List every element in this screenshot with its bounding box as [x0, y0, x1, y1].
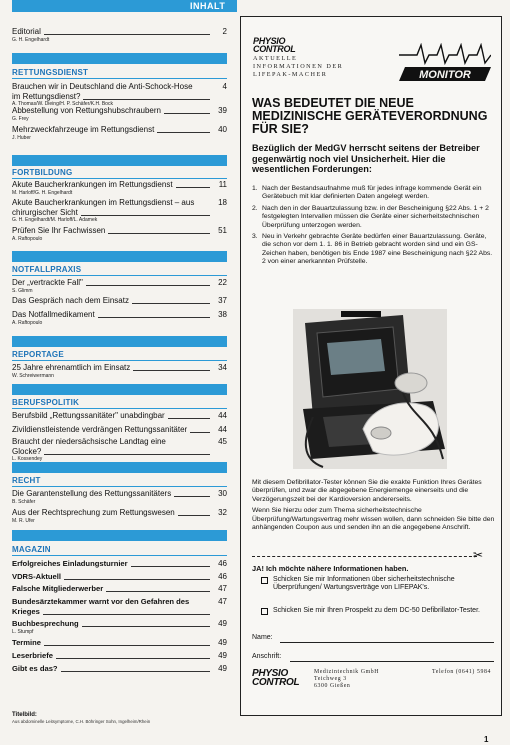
toc-entry[interactable]: [12, 584, 227, 594]
toc-leader-line: [108, 233, 210, 234]
toc-leader-line: [178, 515, 210, 516]
section-bar-notfallpraxis: [12, 251, 227, 262]
scissors-icon: ✂: [473, 548, 484, 562]
toc-entry-page: 18: [218, 198, 227, 207]
toc-entry-title: Zivildienstleistende verdrängen Rettungssanitäter: [12, 425, 188, 434]
toc-entry-author: M. Harloff/G. H. Engelhardt: [12, 189, 73, 196]
name-label: Name:: [252, 634, 273, 641]
toc-entry-page: 45: [218, 437, 227, 446]
toc-entry-title: Erfolgreiches Einladungsturnier: [12, 559, 128, 568]
toc-leader-line: [174, 496, 210, 497]
toc-entry[interactable]: [12, 619, 227, 635]
toc-entry-page: 22: [218, 278, 227, 287]
toc-leader-line: [81, 215, 210, 216]
section-title-reportage: REPORTAGE: [12, 350, 64, 359]
section-rule: [12, 408, 227, 409]
checkbox-maintenance[interactable]: [261, 577, 268, 584]
company-line-1: Medizintechnik GmbH: [314, 669, 380, 675]
name-line[interactable]: [280, 642, 494, 643]
toc-entry-author: G. H. Engelhardt: [12, 36, 50, 43]
toc-entry-title: Berufsbild „Rettungssanitäter" unabdingbar: [12, 411, 165, 420]
photo-caption: [252, 479, 497, 535]
toc-entry-title: Die Garantenstellung des Rettungssanitäters: [12, 489, 172, 498]
toc-leader-line: [82, 626, 210, 627]
toc-entry-author: B. Schäfer: [12, 498, 36, 505]
toc-entry-page: 46: [218, 572, 227, 581]
toc-entry-page: 47: [218, 584, 227, 593]
name-field[interactable]: [252, 634, 273, 641]
toc-entry[interactable]: [12, 651, 227, 661]
ad-subtitle: [253, 55, 343, 79]
coupon-option-brochure[interactable]: [261, 607, 491, 615]
ad-lead: Bezüglich der MedGV herrscht seitens der Betreiber gegenwärtig noch viel Unsicherheit. Hier die wesentlichen Forderungen:: [252, 143, 480, 174]
toc-entry-page: 44: [218, 411, 227, 420]
address-field[interactable]: [252, 653, 281, 660]
toc-leader-line: [131, 566, 210, 567]
company-address: [314, 669, 379, 690]
company-line-2: Teichweg 3: [314, 676, 347, 682]
toc-entry[interactable]: [12, 278, 227, 294]
requirement-text: Neu in Verkehr gebrachte Geräte bedürfen einer Bauartzulassung. Geräte, die schon vor dem 1. 1. 86 in Betrieb gebracht worden sind und ein GS-Zeichen haben, benötigen bis Ende 1987 eine Bescheinigung nach §22 Abs. 2 von einer anerkannten Prüfstelle.: [262, 233, 493, 266]
toc-entry[interactable]: [12, 638, 227, 648]
toc-entry-page: 44: [218, 425, 227, 434]
toc-leader-line: [44, 454, 210, 455]
toc-entry-page: 32: [218, 508, 227, 517]
toc-leader-line: [176, 187, 210, 188]
requirement-number: 3.: [252, 233, 258, 241]
toc-entry-author: L. Stumpf: [12, 628, 34, 635]
section-rule: [12, 178, 227, 179]
section-bar-reportage: [12, 336, 227, 347]
section-bar-fortbildung: [12, 155, 227, 166]
toc-entry-page: 39: [218, 106, 227, 115]
toc-entry-title: Akute Baucherkrankungen im Rettungsdienst: [12, 180, 173, 189]
toc-leader-line: [132, 303, 210, 304]
toc-leader-line: [133, 370, 210, 371]
toc-entry[interactable]: [12, 82, 227, 107]
toc-entry-author: A. Raftopoulo: [12, 235, 43, 242]
toc-leader-line: [86, 285, 210, 286]
section-title-fortbildung: FORTBILDUNG: [12, 168, 73, 177]
toc-entry-title: Leserbriefe: [12, 651, 53, 660]
toc-leader-line: [168, 418, 210, 419]
toc-leader-line: [98, 317, 210, 318]
toc-entry-title: 25 Jahre ehrenamtlich im Einsatz: [12, 363, 131, 372]
toc-entry[interactable]: [12, 437, 227, 462]
section-title-notfallpraxis: NOTFALLPRAXIS: [12, 265, 82, 274]
page-number: 1: [484, 735, 489, 744]
toc-leader-line: [83, 99, 210, 100]
toc-entry[interactable]: [12, 27, 227, 43]
section-bar-magazin: [12, 530, 227, 541]
toc-entry-page: 37: [218, 296, 227, 305]
toc-entry-author: J. Huber: [12, 134, 31, 141]
toc-entry-title: Das Notfallmedikament: [12, 310, 95, 319]
toc-entry-title: Falsche Mitgliederwerber: [12, 584, 104, 593]
requirement-number: 2.: [252, 204, 258, 212]
toc-entry-title: Braucht der niedersächsische Landtag eine Glocke?: [12, 437, 166, 456]
toc-entry-title: Brauchen wir in Deutschland die Anti-Schock-Hose im Rettungsdienst?: [12, 82, 193, 101]
footer-logo-line-1: PHYSIO: [252, 668, 288, 679]
caption-paragraph-1: Mit diesem Defibrillator-Tester können Sie die exakte Funktion Ihres Gerätes überprüfen, und zwar die abgegebene Energiemenge einerseits und die Verzögerungszeit bei der Kardioversion andererseits.: [252, 479, 482, 503]
subtitle-line-2: INFORMATIONEN DER: [253, 63, 344, 70]
toc-entry-title: VDRS-Aktuell: [12, 572, 61, 581]
toc-leader-line: [43, 614, 210, 615]
toc-entry-author: L. Kossendey: [12, 456, 43, 462]
monitor-label: MONITOR: [419, 69, 471, 81]
toc-entry-author: W. Schreiwermann: [12, 372, 54, 379]
toc-entry[interactable]: [12, 425, 227, 435]
toc-entry-author: S. Glimm: [12, 287, 33, 294]
toc-entry-page: 11: [218, 180, 227, 189]
section-title-magazin: MAGAZIN: [12, 545, 51, 554]
toc-entry-title: Aus der Rechtsprechung zum Rettungswesen: [12, 508, 175, 517]
subtitle-line-1: AKTUELLE: [253, 55, 298, 62]
requirement-item: [252, 205, 497, 230]
toc-leader-line: [61, 671, 210, 672]
requirement-number: 1.: [252, 185, 258, 192]
toc-entry-page: 2: [222, 27, 227, 36]
section-rule: [12, 555, 227, 556]
section-rule: [12, 486, 227, 487]
logo-line-1: PHYSIO: [253, 36, 286, 46]
toc-entry-title: Der „vertrackte Fall": [12, 278, 83, 287]
ad-footer: [252, 669, 497, 699]
toc-leader-line: [44, 34, 210, 35]
toc-entry[interactable]: [12, 198, 227, 223]
toc-leader-line: [157, 132, 210, 133]
toc-entry[interactable]: [12, 310, 227, 326]
toc-entry[interactable]: [12, 597, 227, 616]
coupon-option-label: Schicken Sie mir Informationen über sicherheitstechnische Überprüfungen/ Wartungsverträge von LIFEPAK's.: [273, 576, 455, 592]
toc-entry[interactable]: [12, 226, 227, 242]
toc-entry[interactable]: [12, 106, 227, 122]
footer-logo-line-2: CONTROL: [252, 677, 300, 688]
toc-entry-page: 30: [218, 489, 227, 498]
footer-physio-control-logo: [252, 669, 299, 687]
inhalt-header-bar: [12, 0, 500, 12]
company-phone: Telefon (0641) 5984: [432, 669, 491, 675]
toc-entry-page: 4: [222, 82, 227, 91]
monitor-ecg-logo-icon: [399, 43, 491, 83]
logo-line-2: CONTROL: [253, 44, 296, 54]
requirement-item: [252, 233, 497, 267]
toc-entry-title: Gibt es das?: [12, 664, 58, 673]
section-title-berufspolitik: BERUFSPOLITIK: [12, 398, 80, 407]
toc-leader-line: [190, 432, 210, 433]
toc-entry-author: G. H. Engelhardt/M. Harloff/L. Adamek: [12, 217, 98, 223]
toc-entry-page: 47: [218, 597, 227, 606]
address-label: Anschrift:: [252, 653, 282, 660]
toc-entry-title: Prüfen Sie Ihr Fachwissen: [12, 226, 106, 235]
inhalt-label: INHALT: [190, 1, 226, 11]
toc-entry-title: Das Gespräch nach dem Einsatz: [12, 296, 129, 305]
titelbild-note: [12, 712, 227, 724]
toc-entry-author: M. R. Ufer: [12, 517, 35, 524]
section-title-rettungsdienst: RETTUNGSDIENST: [12, 68, 89, 77]
toc-entry[interactable]: [12, 489, 227, 505]
toc-entry-author: A. Thomas/W. Dieing/H. P. Schäfer/K.H. Bock: [12, 101, 113, 107]
toc-entry-title: Bundesärztekammer warnt vor den Gefahren des Krieges: [12, 597, 190, 616]
toc-entry-page: 49: [218, 664, 227, 673]
section-bar-recht: [12, 462, 227, 473]
toc-entry[interactable]: [12, 296, 227, 306]
section-title-recht: RECHT: [12, 476, 41, 485]
physio-control-logo: [253, 37, 295, 53]
section-rule: [12, 78, 227, 79]
physio-control-advertisement: [240, 16, 502, 716]
coupon-cut-line: [252, 556, 477, 557]
toc-entry-author: G. Frey: [12, 115, 29, 122]
toc-entry-page: 40: [218, 125, 227, 134]
toc-leader-line: [44, 645, 210, 646]
toc-entry-title: Akute Baucherkrankungen im Rettungsdienst – aus chirurgischer Sicht: [12, 198, 195, 217]
toc-entry-page: 49: [218, 651, 227, 660]
section-rule: [12, 360, 227, 361]
toc-entry[interactable]: [12, 664, 227, 674]
toc-entry-title: Editorial: [12, 27, 41, 36]
toc-entry[interactable]: [12, 572, 227, 582]
toc-entry[interactable]: [12, 363, 227, 379]
toc-entry-page: 49: [218, 619, 227, 628]
toc-entry-page: 38: [218, 310, 227, 319]
titelbild-heading: Titelbild:: [12, 712, 37, 718]
checkbox-brochure[interactable]: [261, 608, 268, 615]
toc-leader-line: [164, 113, 210, 114]
requirement-item: [252, 185, 497, 202]
toc-entry[interactable]: [12, 411, 227, 421]
company-line-3: 6300 Gießen: [314, 683, 351, 689]
address-line[interactable]: [290, 661, 494, 662]
section-bar-berufspolitik: [12, 384, 227, 395]
coupon-option-label: Schicken Sie mir Ihren Prospekt zu dem DC-50 Defibrillator-Tester.: [273, 607, 480, 614]
toc-entry-page: 46: [218, 559, 227, 568]
toc-entry-page: 49: [218, 638, 227, 647]
toc-leader-line: [106, 591, 210, 592]
defibrillator-tester-photo: [293, 309, 447, 469]
toc-entry-page: 51: [218, 226, 227, 235]
caption-paragraph-2: Wenn Sie hierzu oder zum Thema sicherheitstechnische Überprüfung/Wartungsvertrag mehr wissen wollen, dann schneiden Sie bitte den anhängenden Coupon aus und senden ihn an die angegebene Anschrift.: [252, 507, 495, 532]
toc-entry[interactable]: [12, 508, 227, 524]
requirement-text: Nach der Bestandsaufnahme muß für jedes infrage kommende Gerät ein Gerätebuch mit klar definierten Daten angelegt werden.: [262, 185, 482, 201]
toc-entry-title: Mehrzweckfahrzeuge im Rettungsdienst: [12, 125, 155, 134]
toc-entry[interactable]: [12, 559, 227, 569]
toc-entry-author: A. Raftopoulo: [12, 319, 43, 326]
subtitle-line-3: LIFEPAK-MACHER: [253, 71, 328, 78]
titelbild-text: Aus abdominelle Leitsymptome, C.H. Böhringer Sohn, Ingelheim/Rhein: [12, 719, 151, 724]
toc-entry-title: Abbestellung von Rettungshubschraubern: [12, 106, 161, 115]
toc-leader-line: [64, 579, 210, 580]
toc-entry[interactable]: [12, 180, 227, 196]
requirements-list: [252, 185, 497, 270]
toc-leader-line: [56, 658, 210, 659]
toc-entry-page: 34: [218, 363, 227, 372]
requirement-text: Nach den in der Bauartzulassung bzw. in der Bescheinigung §22 Abs. 1 + 2 festgelegten Intervallen müssen die Geräte einer sicherheitstechnischen Überprüfung unterzogen werden.: [262, 204, 489, 229]
section-bar-rettungsdienst: [12, 53, 227, 64]
coupon-option-maintenance[interactable]: [261, 576, 491, 593]
section-rule: [12, 275, 227, 276]
toc-entry[interactable]: [12, 125, 227, 141]
toc-entry-title: Buchbesprechung: [12, 619, 79, 628]
ad-headline: WAS BEDEUTET DIE NEUE MEDIZINISCHE GERÄTEVERORDNUNG FÜR SIE?: [252, 96, 488, 136]
coupon-heading: JA! Ich möchte nähere Informationen haben.: [252, 564, 409, 573]
toc-entry-title: Termine: [12, 638, 41, 647]
